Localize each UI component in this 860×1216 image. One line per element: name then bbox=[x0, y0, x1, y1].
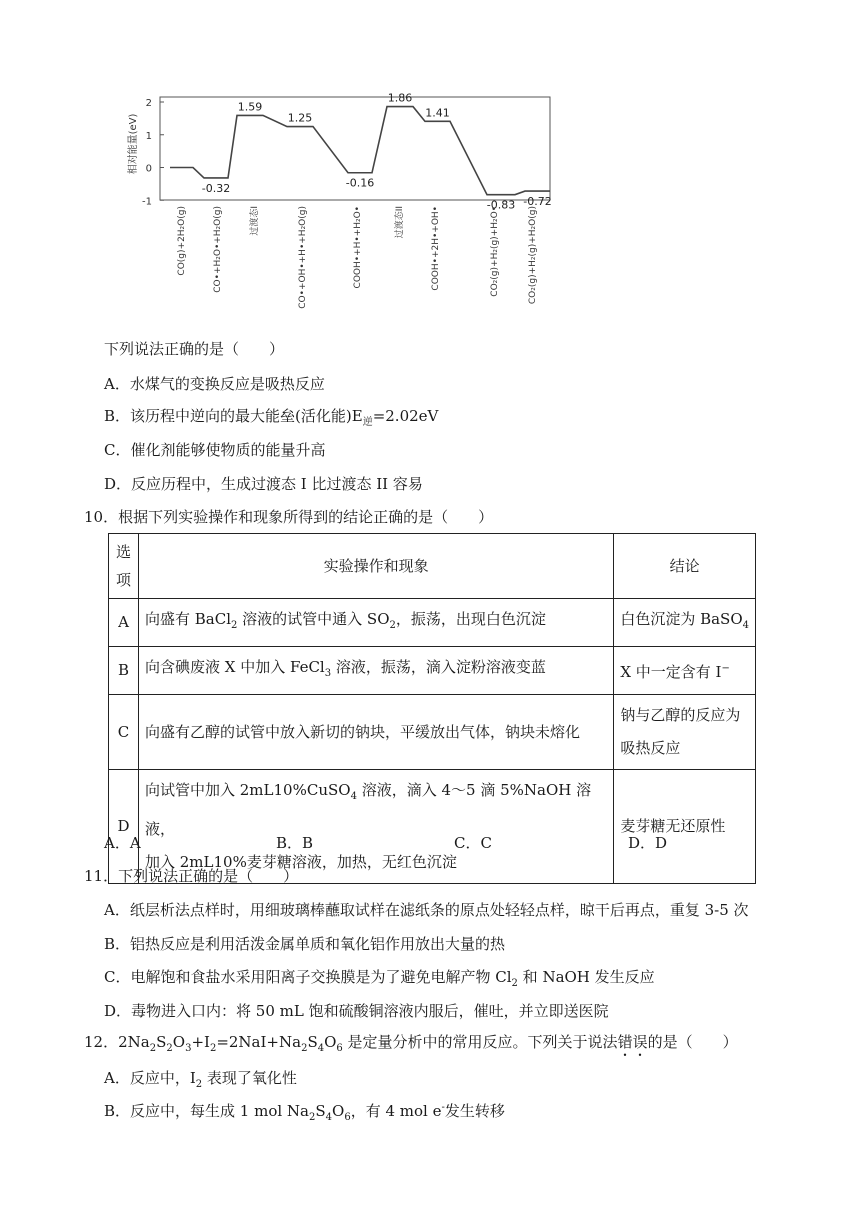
q9-option-b: B．该历程中逆向的最大能垒(活化能)$E_逆=2.02eV$ bbox=[104, 407, 439, 428]
header-operation: 实验操作和现象 bbox=[139, 534, 614, 599]
x-category-label: COOH•+2H•+OH• bbox=[431, 206, 441, 291]
row-operation: 向盛有 BaCl$_2$ 溶液的试管中通入 $SO_2$，振荡，出现白色沉淀 bbox=[139, 599, 614, 647]
q9-stem: 下列说法正确的是（ ） bbox=[104, 340, 285, 358]
q11-option-a: A．纸层析法点样时，用细玻璃棒蘸取试样在滤纸条的原点处轻轻点样，晾干后再点，重复 3-5 次 bbox=[104, 901, 749, 919]
q11-option-c: C．电解饱和食盐水采用阳离子交换膜是为了避免电解产物 $Cl_2$ 和 NaOH 发生反应 bbox=[104, 968, 655, 989]
x-category-label: CO₂(g)+H₂(g)+H₂O• bbox=[490, 206, 500, 297]
table-row bbox=[109, 647, 756, 695]
table-header-row bbox=[109, 534, 756, 599]
x-category-label: 过渡态II bbox=[395, 206, 405, 239]
energy-value-label: -0.72 bbox=[523, 195, 552, 209]
energy-value-label: -0.16 bbox=[345, 176, 375, 190]
q10-choice-c: C．C bbox=[454, 834, 492, 852]
q9-option-d: D．反应历程中，生成过渡态 I 比过渡态 II 容易 bbox=[104, 475, 423, 493]
table-row bbox=[109, 695, 756, 770]
row-conclusion: X 中一定含有 I− bbox=[614, 647, 756, 695]
row-operation: 向含碘废液 X 中加入 FeCl$_3$ 溶液，振荡，滴入淀粉溶液变蓝 bbox=[139, 647, 614, 695]
x-category-label: CO•+H₂O•+H₂O(g) bbox=[213, 206, 223, 293]
x-category-label: CO•+OH•+H•+H₂O(g) bbox=[298, 206, 308, 309]
q11-stem: 11．下列说法正确的是（ ） bbox=[84, 867, 299, 885]
q10-stem: 10．根据下列实验操作和现象所得到的结论正确的是（ ） bbox=[84, 508, 494, 526]
row-option: C bbox=[109, 695, 139, 770]
row-conclusion: 钠与乙醇的反应为吸热反应 bbox=[614, 695, 756, 770]
y-axis-label: 相对能量(eV) bbox=[128, 113, 139, 175]
energy-value-label: -0.83 bbox=[486, 198, 516, 212]
energy-value-label: 1.41 bbox=[425, 106, 450, 120]
q10-choice-d: D．D bbox=[628, 834, 668, 852]
table-row bbox=[109, 599, 756, 647]
emphasis-word: 错误 bbox=[617, 1033, 648, 1051]
row-operation: 向试管中加入 2mL10%CuSO$_4$ 溶液，滴入 4～5 滴 5%NaOH 溶液， 加入 2mL10%麦芽糖溶液，加热，无红色沉淀 bbox=[139, 770, 614, 884]
q9-option-a: A．水煤气的变换反应是吸热反应 bbox=[104, 375, 325, 393]
header-option: 选 项 bbox=[109, 534, 139, 599]
header-conclusion: 结论 bbox=[614, 534, 756, 599]
q11-option-b: B．铝热反应是利用活泼金属单质和氧化铝作用放出大量的热 bbox=[104, 935, 506, 953]
q10-choice-a: A．A bbox=[104, 834, 141, 852]
x-category-label: 过渡态I bbox=[250, 206, 260, 236]
row-operation: 向盛有乙醇的试管中放入新切的钠块，平缓放出气体，钠块未熔化 bbox=[139, 695, 614, 770]
energy-profile-chart bbox=[120, 92, 560, 322]
row-conclusion: 麦芽糖无还原性 bbox=[614, 770, 756, 884]
q12-option-a: A．反应中，$I_2$ 表现了氧化性 bbox=[104, 1069, 297, 1090]
y-tick-label: 1 bbox=[145, 130, 152, 142]
y-tick-label: 0 bbox=[145, 163, 152, 175]
q9-option-c: C．催化剂能够使物质的能量升高 bbox=[104, 441, 326, 459]
q12-option-b: B．反应中，每生成 1 mol $Na_2S_4O_6$，有 4 mol e-发生转移 bbox=[104, 1102, 505, 1123]
row-option: B bbox=[109, 647, 139, 695]
energy-value-label: 1.25 bbox=[287, 111, 313, 125]
x-category-label: CO(g)+2H₂O(g) bbox=[177, 206, 187, 276]
energy-value-label: 1.59 bbox=[237, 100, 263, 114]
row-option: D bbox=[109, 770, 139, 884]
q10-choice-b: B．B bbox=[276, 834, 314, 852]
energy-value-label: 1.86 bbox=[387, 92, 413, 105]
q12-stem: 12．$2Na_2S_2O_3+I_2=2NaI+Na_2S_4O_6$ 是定量分析中的常用反应。下列关于说法错误的是（ ） bbox=[84, 1033, 738, 1054]
energy-value-label: -0.32 bbox=[201, 181, 231, 195]
y-tick-label: -1 bbox=[142, 196, 152, 208]
row-option: A bbox=[109, 599, 139, 647]
x-category-label: CO₂(g)+H₂(g)+H₂O(g) bbox=[528, 206, 538, 305]
row-conclusion: 白色沉淀为 BaSO$_4$ bbox=[614, 599, 756, 647]
x-category-label: COOH•+H•+H₂O• bbox=[353, 206, 363, 289]
y-tick-label: 2 bbox=[145, 98, 152, 109]
q11-option-d: D．毒物进入口内：将 50 mL 饱和硫酸铜溶液内服后，催吐，并立即送医院 bbox=[104, 1002, 609, 1020]
